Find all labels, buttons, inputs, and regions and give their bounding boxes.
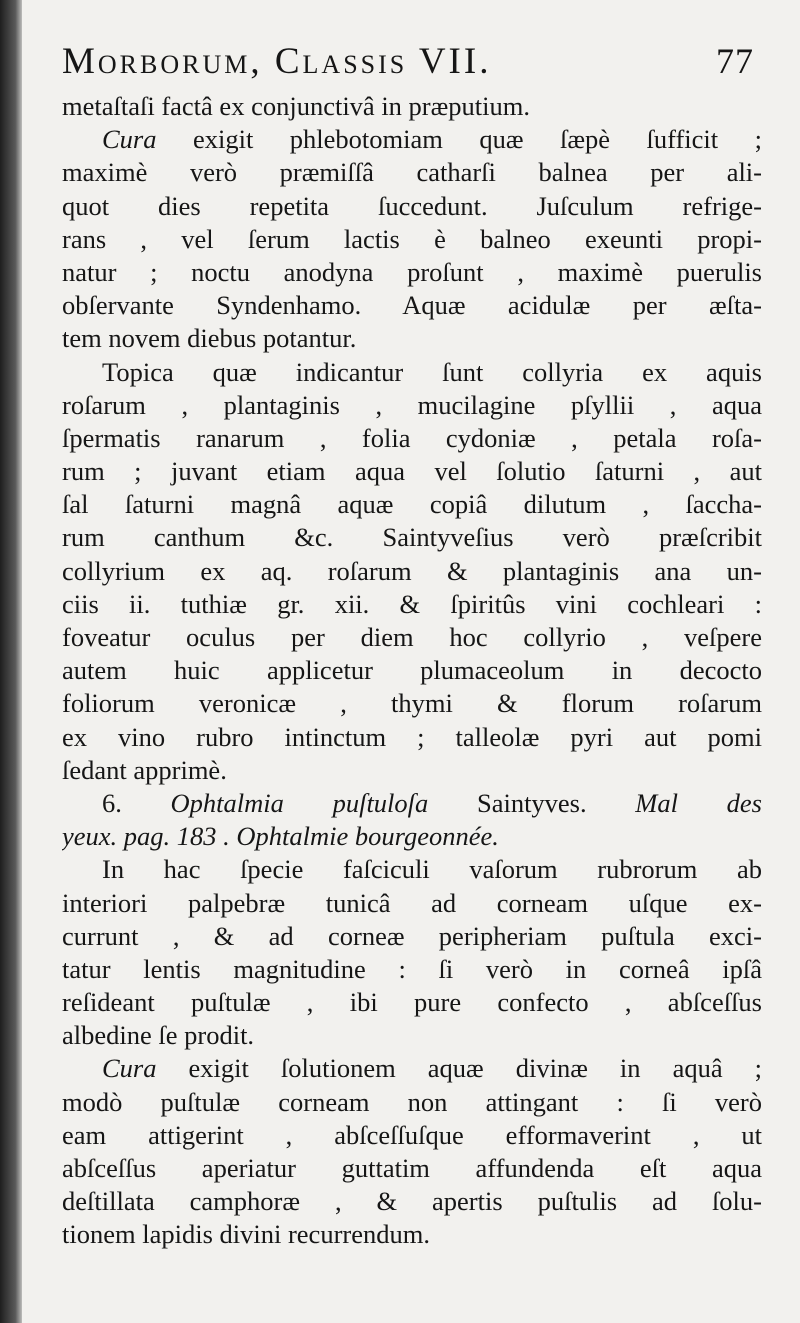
text-line: [62, 256, 762, 289]
text-line: [62, 787, 762, 820]
text-line: [62, 356, 762, 389]
text-line: [62, 754, 762, 787]
book-page: [22, 0, 800, 1323]
text-line: [62, 555, 762, 588]
text-run: natur ; noctu anodyna proſunt , maximè puerulis: [62, 256, 762, 287]
text-line: [62, 687, 762, 720]
text-run: rum canthum &c. Saintyveſius verò præſcribit: [62, 522, 762, 553]
text-run: quot dies repetita ſuccedunt. Juſculum refrige-: [62, 190, 762, 221]
page-edge-shadow: [0, 0, 22, 1323]
text-run: rum ; juvant etiam aqua vel ſolutio ſaturni , aut: [62, 456, 762, 487]
page-number: 77: [716, 41, 754, 81]
text-line: [62, 422, 762, 455]
text-run: eam attigerint , abſceſſuſque efformaverint , ut: [62, 1119, 762, 1150]
italic-text: Mal des: [635, 787, 762, 818]
text-line: [62, 521, 762, 554]
text-run: ſedant apprimè.: [62, 754, 227, 785]
text-line: [62, 389, 762, 422]
text-line: [62, 920, 762, 953]
text-run: Topica quæ indicantur ſunt collyria ex aquis: [102, 356, 762, 387]
text-line: [62, 1152, 762, 1185]
text-line: [62, 588, 762, 621]
text-line: [62, 1019, 762, 1052]
text-line: [62, 1119, 762, 1152]
text-line: [62, 986, 762, 1019]
text-line: [62, 887, 762, 920]
text-line: [62, 190, 762, 223]
text-run: ſal ſaturni magnâ aquæ copiâ dilutum , ſaccha-: [62, 489, 762, 520]
text-run: obſervante Syndenhamo. Aquæ acidulæ per æſta-: [62, 290, 762, 321]
page-text: [62, 40, 762, 1252]
text-line: [62, 654, 762, 687]
text-run: currunt , & ad corneæ peripheriam puſtula exci-: [62, 920, 762, 951]
text-line: [62, 289, 762, 322]
text-line: [62, 621, 762, 654]
text-run: exigit phlebotomiam quæ ſæpè ſufficit ;: [156, 124, 762, 155]
text-line: [62, 1052, 762, 1085]
text-run: ſpermatis ranarum , folia cydoniæ , petala roſa-: [62, 422, 762, 453]
body-text: [62, 90, 762, 1252]
text-run: 6.: [102, 787, 171, 818]
text-run: abſceſſus aperiatur guttatim affundenda eſt aqua: [62, 1153, 762, 1183]
text-line: [62, 90, 762, 123]
text-run: roſarum , plantaginis , mucilagine pſyllii , aqua: [62, 389, 762, 420]
text-line: [62, 853, 762, 886]
text-line: [62, 820, 762, 853]
text-line: [62, 1218, 762, 1251]
text-run: ex vino rubro intinctum ; talleolæ pyri aut pomi: [62, 721, 762, 752]
text-line: [62, 455, 762, 488]
text-run: rans , vel ſerum lactis è balneo exeunti propi-: [62, 223, 762, 254]
text-line: [62, 223, 762, 256]
text-run: maximè verò præmiſſâ catharſi balnea per ali-: [62, 157, 762, 188]
italic-text: Cura: [102, 124, 157, 155]
text-run: foliorum veronicæ , thymi & florum roſarum: [62, 688, 762, 719]
text-run: In hac ſpecie faſciculi vaſorum rubrorum ab: [102, 854, 762, 885]
text-run: reſideant puſtulæ , ibi pure confecto , abſceſſus: [62, 987, 762, 1018]
text-line: [62, 156, 762, 189]
text-line: [62, 1086, 762, 1119]
text-line: [62, 123, 762, 156]
text-run: Saintyves.: [428, 787, 636, 818]
running-title: Morborum, Classis VII.: [62, 41, 492, 82]
text-run: tatur lentis magnitudine : ſi verò in corneâ ipſâ: [62, 953, 762, 984]
text-run: ciis ii. tuthiæ gr. xii. & ſpiritûs vini cochleari :: [62, 588, 762, 619]
text-run: metaſtaſi factâ ex conjunctivâ in præputium.: [62, 91, 531, 121]
italic-text: Ophtalmia puſtuloſa: [170, 787, 429, 818]
running-header: [62, 40, 762, 90]
text-line: [62, 721, 762, 754]
text-line: [62, 488, 762, 521]
text-line: [62, 1185, 762, 1218]
text-run: tem novem diebus potantur.: [62, 323, 357, 354]
text-run: collyrium ex aq. roſarum & plantaginis ana un-: [62, 555, 762, 586]
text-run: tionem lapidis divini recurrendum.: [62, 1219, 430, 1250]
text-line: [62, 322, 762, 355]
text-line: [62, 953, 762, 986]
text-run: interiori palpebræ tunicâ ad corneam uſque ex-: [62, 887, 762, 918]
text-run: modò puſtulæ corneam non attingant : ſi verò: [62, 1086, 762, 1117]
italic-text: Cura: [102, 1053, 157, 1084]
text-run: albedine ſe prodit.: [62, 1020, 255, 1051]
text-run: deſtillata camphoræ , & apertis puſtulis ad ſolu-: [62, 1186, 762, 1217]
text-run: exigit ſolutionem aquæ divinæ in aquâ ;: [156, 1053, 762, 1084]
italic-text: yeux. pag. 183 . Ophtalmie bourgeonnée.: [62, 821, 499, 852]
text-run: foveatur oculus per diem hoc collyrio , veſpere: [62, 622, 762, 652]
text-run: autem huic applicetur plumaceolum in decocto: [62, 655, 762, 686]
